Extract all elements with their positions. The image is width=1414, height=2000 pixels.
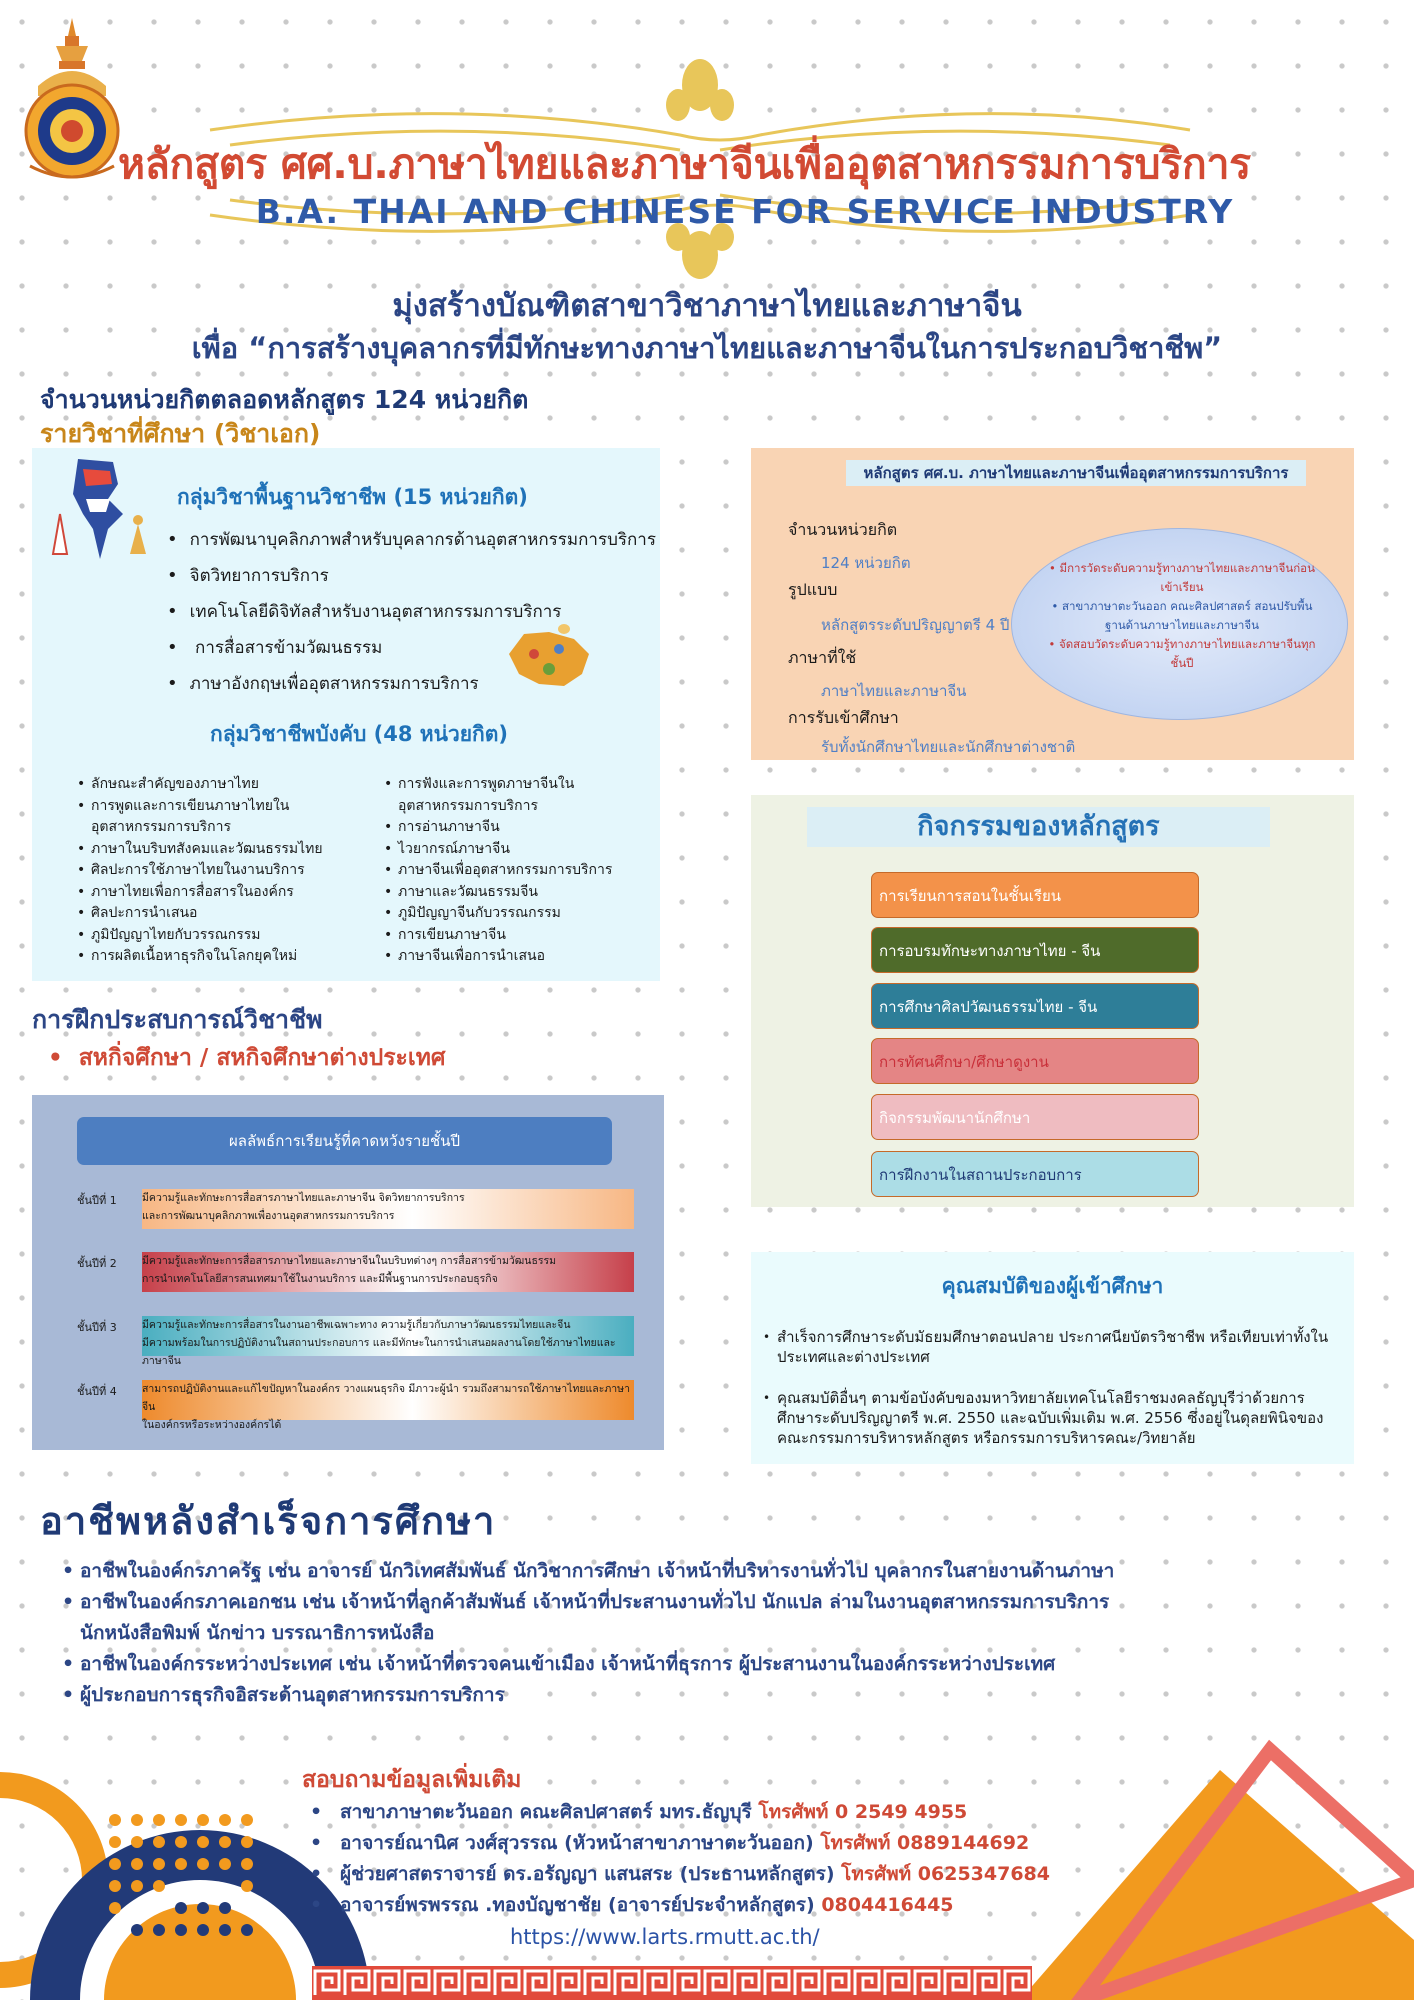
decor-dot (175, 1924, 187, 1936)
contact-name: อาจารย์ณานิศ วงศ์สุวรรณ (หัวหน้าสาขาภาษาตะวันออก) (340, 1832, 821, 1854)
decor-dot (153, 1924, 165, 1936)
internship-item: • สหกิ่จศึกษา / สหกิจศึกษาต่างประเทศ (48, 1040, 446, 1076)
decor-dot (219, 1836, 231, 1848)
activity-item: การศึกษาศิลปวัฒนธรรมไทย - จีน (871, 983, 1199, 1029)
decor-dot (153, 1858, 165, 1870)
year-description: มีความรู้และทักษะการสื่อสารภาษาไทยและภาษาจีนในบริบทต่างๆ การสื่อสารข้ามวัฒนธรรม การนำเทคโนโลยีสารสนเทศมาใช้ในงานบริการ และมีพื้นฐานการประกอบธุรกิจ (142, 1252, 634, 1292)
year-row (77, 1314, 639, 1367)
decor-dot (197, 1902, 209, 1914)
decor-dot (197, 1814, 209, 1826)
year-description: มีความรู้และทักษะการสื่อสารในงานอาชีพเฉพาะทาง ความรู้เกี่ยวกับภาษาวัฒนธรรมไทยและจีน มีความพร้อมในการปฏิบัติงานในสถานประกอบการ และมีทักษะในการนำเสนอผลงานโดยใช้ภาษาไทยและภาษาจีน (142, 1316, 634, 1356)
contact-name: สาขาภาษาตะวันออก คณะศิลปศาสตร์ มทร.ธัญบุรี (340, 1801, 759, 1823)
list-item: • การเขียนภาษาจีน (384, 925, 612, 947)
outcomes-header: ผลลัพธ์การเรียนรู้ที่คาดหวังรายชั้นปี (77, 1117, 612, 1165)
contact-name: ผู้ช่วยศาสตราจารย์ ดร.อรัญญา แสนสระ (ประธานหลักสูตร) (340, 1863, 842, 1885)
contact-phone: โทรศัพท์ 0625347684 (841, 1863, 1051, 1885)
contact-phone: โทรศัพท์ 0 2549 4955 (758, 1801, 968, 1823)
list-item: • เทคโนโลยีดิจิทัลสำหรับงานอุตสาหกรรมการบริการ (167, 594, 656, 630)
contact-item (310, 1890, 1050, 1921)
foundation-group-title: กลุ่มวิชาพื้นฐานวิชาชีพ (15 หน่วยกิต) (177, 485, 528, 509)
decor-dot (175, 1858, 187, 1870)
list-item: • อาชีพในองค์กรภาคเอกชน เช่น เจ้าหน้าที่ลูกค้าสัมพันธ์ เจ้าหน้าที่ประสานงานทั่วไป นักแปล ล่ามในงานอุตสาหกรรมการบริการ (62, 1587, 1362, 1618)
decor-dot (109, 1836, 121, 1848)
mission-line-2: เพื่อ “การสร้างบุคลากรที่มีทักษะทางภาษาไทยและภาษาจีนในการประกอบวิชาชีพ” (191, 331, 1223, 365)
contact-phone: โทรศัพท์ 0889144692 (820, 1832, 1030, 1854)
list-item: • ลักษณะสำคัญของภาษาไทย (77, 774, 323, 796)
activities-panel (751, 795, 1354, 1207)
list-item: • ผู้ประกอบการธุรกิจอิสระด้านอุตสาหกรรมการบริการ (62, 1680, 1362, 1711)
list-item: • การสื่อสารข้ามวัฒนธรรม (167, 630, 656, 666)
decor-dot (131, 1858, 143, 1870)
decor-dot (219, 1814, 231, 1826)
program-info-title: หลักสูตร ศศ.บ. ภาษาไทยและภาษาจีนเพื่ออุตสาหกรรมการบริการ (846, 460, 1306, 486)
format-label: รูปแบบ (788, 580, 838, 599)
list-item: อุตสาหกรรมการบริการ (398, 797, 538, 814)
list-item: • อาชีพในองค์กรภาครัฐ เช่น อาจารย์ นักวิเทศสัมพันธ์ นักวิชาการศึกษา เจ้าหน้าที่บริหารงานทั่วไป บุคลากรในสายงานด้านภาษา (62, 1556, 1362, 1587)
list-item: • ศิลปะการนำเสนอ (77, 903, 323, 925)
credits-label: จำนวนหน่วยกิต (788, 520, 898, 539)
contact-name: อาจารย์พรพรรณ .ทองบัญชาชัย (อาจารย์ประจำหลักสูตร) (340, 1894, 822, 1916)
decor-dot (219, 1902, 231, 1914)
list-item: • การพัฒนาบุคลิกภาพสำหรับบุคลากรด้านอุตสาหกรรมการบริการ (167, 522, 656, 558)
total-credits: จำนวนหน่วยกิตตลอดหลักสูตร 124 หน่วยกิต (40, 385, 529, 414)
activity-item: การฝึกงานในสถานประกอบการ (871, 1151, 1199, 1197)
year-row (77, 1187, 639, 1231)
qualifications-panel (751, 1252, 1354, 1464)
year-label: ชั้นปีที่ 2 (77, 1257, 117, 1270)
decor-dot (153, 1836, 165, 1848)
internship-heading: การฝึกประสบการณ์วิชาชีพ (32, 1005, 323, 1034)
contact-item (310, 1828, 1050, 1859)
decor-dot (241, 1836, 253, 1848)
qualifications-title: คุณสมบัติของผู้เข้าศึกษา (941, 1274, 1164, 1298)
list-item: อุตสาหกรรมการบริการ (91, 819, 231, 835)
decor-dot (153, 1880, 165, 1892)
required-subject-list-left (77, 774, 323, 968)
activities-title: กิจกรรมของหลักสูตร (807, 807, 1270, 847)
list-item: • ภาษาและวัฒนธรรมจีน (384, 882, 612, 904)
careers-heading: อาชีพหลังสำเร็จการศึกษา (40, 1499, 497, 1543)
decor-dot (241, 1924, 253, 1936)
careers-list (62, 1556, 1362, 1711)
decor-dot (131, 1880, 143, 1892)
program-info-panel (751, 448, 1354, 760)
list-item: • ไวยากรณ์ภาษาจีน (384, 839, 612, 861)
decor-dot (175, 1902, 187, 1914)
list-item: • ศิลปะการใช้ภาษาไทยในงานบริการ (77, 860, 323, 882)
decor-dot (109, 1814, 121, 1826)
admission-value: รับทั้งนักศึกษาไทยและนักศึกษาต่างชาติ (821, 738, 1076, 756)
activity-item: การอบรมทักษะทางภาษาไทย - จีน (871, 927, 1199, 973)
format-value: หลักสูตรระดับปริญญาตรี 4 ปี (821, 616, 1010, 634)
subjects-panel (32, 448, 660, 981)
decor-dot (197, 1924, 209, 1936)
contact-list (310, 1797, 1050, 1921)
decor-dot (175, 1836, 187, 1848)
decor-dot (109, 1902, 121, 1914)
year-label: ชั้นปีที่ 1 (77, 1194, 117, 1207)
list-item: • ภาษาจีนเพื่ออุตสาหกรรมการบริการ (384, 860, 612, 882)
mission-line-1: มุ่งสร้างบัณฑิตสาขาวิชาภาษาไทยและภาษาจีน (392, 288, 1022, 324)
china-map-illustration (504, 624, 594, 694)
year-row (77, 1250, 639, 1294)
decor-dot (241, 1880, 253, 1892)
year-label: ชั้นปีที่ 4 (77, 1385, 117, 1398)
language-value: ภาษาไทยและภาษาจีน (821, 682, 967, 700)
decor-dot (131, 1814, 143, 1826)
title-english: B.A. THAI AND CHINESE FOR SERVICE INDUSTRY (255, 192, 1235, 231)
list-item: • อาชีพในองค์กรระหว่างประเทศ เช่น เจ้าหน้าที่ตรวจคนเข้าเมือง เจ้าหน้าที่ธุรการ ผู้ประสานงานในองค์กรระหว่างประเทศ (62, 1649, 1362, 1680)
learning-outcomes-panel (32, 1095, 664, 1450)
contact-item (310, 1859, 1050, 1890)
decor-dot (241, 1814, 253, 1826)
list-item: • สาขาภาษาตะวันออก คณะศิลปศาสตร์ สอนปรับพื้นฐานด้านภาษาไทยและภาษาจีน (1042, 597, 1322, 635)
decor-dot (219, 1858, 231, 1870)
list-item: • ภาษาจีนเพื่อการนำเสนอ (384, 946, 612, 968)
admission-label: การรับเข้าศึกษา (788, 708, 899, 727)
list-item: • มีการวัดระดับความรู้ทางภาษาไทยและภาษาจีนก่อนเข้าเรียน (1042, 559, 1322, 597)
activity-item: การเรียนการสอนในชั้นเรียน (871, 872, 1199, 918)
thailand-map-illustration (38, 454, 158, 564)
university-seal-logo (18, 16, 126, 186)
contact-heading: สอบถามข้อมูลเพิ่มเติม (302, 1767, 522, 1793)
decor-dot (197, 1836, 209, 1848)
list-item: • การพูดและการเขียนภาษาไทยใน (77, 796, 323, 818)
credits-value: 124 หน่วยกิต (821, 554, 911, 572)
decor-dot (241, 1858, 253, 1870)
decorative-triangles-right (1020, 1740, 1414, 2000)
decor-dot (131, 1924, 143, 1936)
list-item: • การผลิตเนื้อหาธุรกิจในโลกยุคใหม่ (77, 946, 323, 968)
list-item: • จิตวิทยาการบริการ (167, 558, 656, 594)
qualification-item: • คุณสมบัติอื่นๆ ตามข้อบังคับของมหาวิทยาลัยเทคโนโลยีราชมงคลธัญบุรีว่าด้วยการศึกษาระดับปริญญาตรี พ.ศ. 2550 และฉบับเพิ่มเติม พ.ศ. 2556 ซึ่งอยู่ในดุลยพินิจของคณะกรรมการบริหารหลักสูตร หรือกรรมการบริหารคณะ/วิทยาลัย (763, 1388, 1338, 1448)
list-item: • ภูมิปัญญาจีนกับวรรณกรรม (384, 903, 612, 925)
qualification-item: • สำเร็จการศึกษาระดับมัธยมศึกษาตอนปลาย ประกาศนียบัตรวิชาชีพ หรือเทียบเท่าทั้งในประเทศและต่างประเทศ (763, 1327, 1338, 1367)
list-item: นักหนังสือพิมพ์ นักข่าว บรรณาธิการหนังสือ (80, 1622, 435, 1644)
decor-dot (175, 1814, 187, 1826)
title-thai: หลักสูตร ศศ.บ.ภาษาไทยและภาษาจีนเพื่ออุตสาหกรรมการบริการ (118, 140, 1251, 188)
decor-dot (109, 1880, 121, 1892)
list-item: • ภูมิปัญญาไทยกับวรรณกรรม (77, 925, 323, 947)
contact-item (310, 1797, 1050, 1828)
decor-dot (197, 1858, 209, 1870)
website-link[interactable]: https://www.larts.rmutt.ac.th/ (510, 1925, 820, 1949)
year-row (77, 1378, 639, 1431)
list-item: • การอ่านภาษาจีน (384, 817, 612, 839)
notes-ellipse (1011, 528, 1348, 720)
year-description: มีความรู้และทักษะการสื่อสารภาษาไทยและภาษาจีน จิตวิทยาการบริการ และการพัฒนาบุคลิกภาพเพื่องานอุตสาหกรรมการบริการ (142, 1189, 634, 1229)
contact-phone: 0804416445 (821, 1894, 954, 1916)
list-item: • ภาษาไทยเพื่อการสื่อสารในองค์กร (77, 882, 323, 904)
decor-dot (109, 1858, 121, 1870)
decor-dot (131, 1836, 143, 1848)
decor-dot (219, 1924, 231, 1936)
language-label: ภาษาที่ใช้ (788, 648, 857, 667)
greek-key-border (312, 1966, 1032, 2000)
ellipse-note-list (1042, 559, 1322, 673)
list-item: • การฟังและการพูดภาษาจีนใน (384, 774, 612, 796)
decor-dot (153, 1814, 165, 1826)
list-item: • ภาษาอังกฤษเพื่ออุตสาหกรรมการบริการ (167, 666, 656, 702)
list-item: • ภาษาในบริบทสังคมและวัฒนธรรมไทย (77, 839, 323, 861)
year-description: สามารถปฏิบัติงานและแก้ไขปัญหาในองค์กร วางแผนธุรกิจ มีภาวะผู้นำ รวมถึงสามารถใช้ภาษาไทยและภาษาจีน ในองค์กรหรือระหว่างองค์กรได้ (142, 1380, 634, 1420)
list-item: • จัดสอบวัดระดับความรู้ทางภาษาไทยและภาษาจีนทุกชั้นปี (1042, 635, 1322, 673)
activity-item: การทัศนศึกษา/ศึกษาดูงาน (871, 1038, 1199, 1084)
year-label: ชั้นปีที่ 3 (77, 1321, 117, 1334)
subjects-heading: รายวิชาที่ศึกษา (วิชาเอก) (40, 419, 321, 448)
required-group-title: กลุ่มวิชาชีพบังคับ (48 หน่วยกิต) (210, 722, 509, 746)
required-subject-list-right (384, 774, 612, 968)
decorative-circles-left (0, 1760, 330, 2000)
activity-item: กิจกรรมพัฒนานักศึกษา (871, 1094, 1199, 1140)
